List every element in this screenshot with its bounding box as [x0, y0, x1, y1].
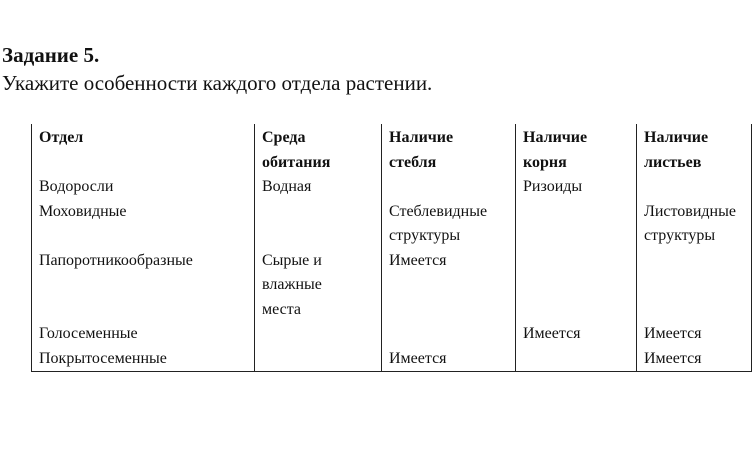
- cell-stem: Стеблевидные структуры: [382, 200, 516, 249]
- table-row: [32, 347, 752, 372]
- task-instruction: Укажите особенности каждого отдела растении.: [2, 71, 433, 95]
- task-title: Задание 5.: [2, 43, 100, 67]
- cell-leaves: Листовидные структуры: [637, 200, 752, 249]
- header-habitat: Среда обитания: [255, 124, 382, 175]
- cell-habitat: Сырые и влажные места: [255, 249, 382, 323]
- cell-stem: [382, 322, 516, 347]
- header-root: Наличие корня: [516, 124, 637, 175]
- cell-habitat: [255, 200, 382, 249]
- cell-division: Водоросли: [32, 175, 255, 200]
- header-division: Отдел: [32, 124, 255, 175]
- table-row: [32, 175, 752, 200]
- cell-habitat: [255, 322, 382, 347]
- header-stem: Наличие стебля: [382, 124, 516, 175]
- cell-habitat: [255, 347, 382, 372]
- cell-root: [516, 249, 637, 323]
- cell-root: [516, 347, 637, 372]
- cell-root: Имеется: [516, 322, 637, 347]
- table-row: [32, 249, 752, 323]
- cell-habitat: Водная: [255, 175, 382, 200]
- cell-stem: [382, 175, 516, 200]
- cell-root: Ризоиды: [516, 175, 637, 200]
- plant-divisions-table: [31, 124, 736, 376]
- cell-root: [516, 200, 637, 249]
- cell-division: Голосеменные: [32, 322, 255, 347]
- cell-division: Покрытосеменные: [32, 347, 255, 372]
- cell-division: Моховидные: [32, 200, 255, 249]
- header-leaves: Наличие листьев: [637, 124, 752, 175]
- cell-leaves: Имеется: [637, 322, 752, 347]
- cell-leaves: Имеется: [637, 347, 752, 372]
- table-header-row: [32, 124, 752, 175]
- table-row: [32, 322, 752, 347]
- cell-stem: Имеется: [382, 249, 516, 323]
- cell-stem: Имеется: [382, 347, 516, 372]
- cell-division: Папоротникообразные: [32, 249, 255, 323]
- cell-leaves: [637, 175, 752, 200]
- cell-leaves: [637, 249, 752, 323]
- table-row: [32, 200, 752, 249]
